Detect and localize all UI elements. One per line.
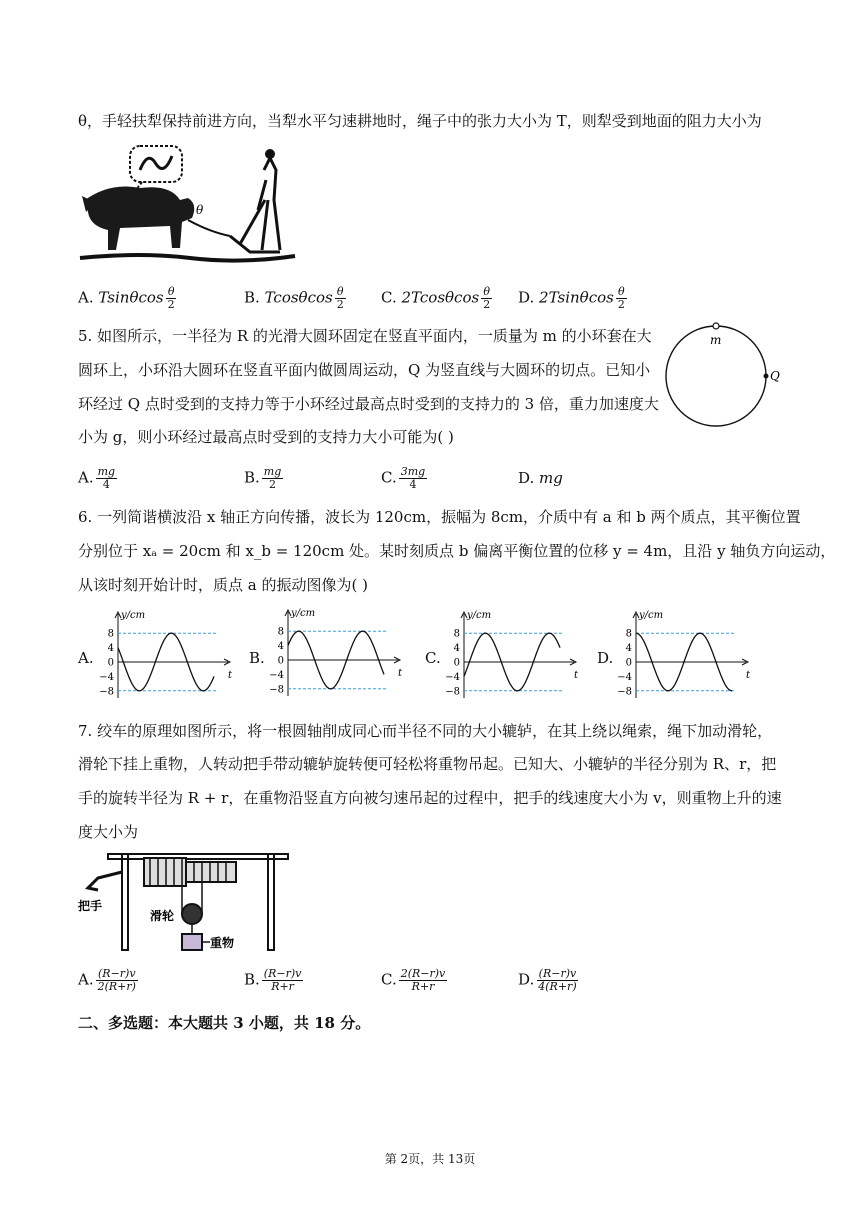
point-q xyxy=(764,374,769,379)
ground xyxy=(80,255,295,261)
theta-label: θ xyxy=(196,203,204,217)
y-tick-label: 8 xyxy=(453,628,460,640)
q6-option-d[interactable]: D. xyxy=(597,649,614,667)
y-axis-label: y/cm xyxy=(121,610,146,621)
x-axis-label: t xyxy=(574,670,579,681)
y-tick-label: 4 xyxy=(453,643,460,655)
pulley xyxy=(182,904,202,924)
y-tick-label: −4 xyxy=(617,671,632,683)
q4-option-c[interactable]: C. 2Tcosθcos $\frac{\theta}{2}$ xyxy=(381,285,491,311)
graph-d xyxy=(612,606,751,702)
q4-text-line: θ，手轻扶犁保持前进方向，当犁水平匀速耕地时，绳子中的张力大小为 T，则犁受到地面的阻力大小为 xyxy=(78,112,762,130)
q6-line-3: 从该时刻开始计时，质点 a 的振动图像为( ) xyxy=(78,576,368,594)
graph-b xyxy=(264,604,403,700)
y-axis-label: y/cm xyxy=(639,610,664,621)
q4-option-d[interactable]: D. 2Tsinθcos $\frac{\theta}{2}$ xyxy=(518,285,625,311)
q4-option-b[interactable]: B. Tcosθcos $\frac{\theta}{2}$ xyxy=(244,285,344,311)
y-tick-label: 4 xyxy=(625,643,632,655)
bubble-curve xyxy=(140,156,172,170)
small-ring-m xyxy=(713,323,719,329)
q5-line-2: 圆环上，小环沿大圆环在竖直平面内做圆周运动，Q 为竖直线与大圆环的切点。已知小 xyxy=(78,361,651,379)
page-footer: 第 2页，共 13页 xyxy=(384,1152,476,1166)
q5-option-a[interactable]: A. $\frac{mg}{4}$ xyxy=(78,465,116,491)
y-axis-label: y/cm xyxy=(291,608,316,619)
label-q: Q xyxy=(770,369,780,383)
label-m: m xyxy=(710,333,722,347)
q5-line-3: 环经过 Q 点时受到的支持力等于小环经过最高点时受到的支持力的 3 倍，重力加速度大 xyxy=(78,395,659,413)
q5-line-4: 小为 g，则小环经过最高点时受到的支持力大小可能为( ) xyxy=(78,428,454,446)
plough xyxy=(230,200,280,252)
q7-option-b[interactable]: B. $\frac{(R-r)v}{R+r}$ xyxy=(244,967,302,993)
q5-option-d[interactable]: D. mg xyxy=(518,469,563,487)
y-tick-label: −8 xyxy=(99,686,114,698)
x-axis-label: t xyxy=(228,670,233,681)
y-axis-label: y/cm xyxy=(467,610,492,621)
ring-figure xyxy=(660,320,780,430)
q4-option-a[interactable]: A. Tsinθcos $\frac{\theta}{2}$ xyxy=(78,285,175,311)
y-tick-label: 0 xyxy=(625,657,632,669)
y-tick-label: −4 xyxy=(269,669,284,681)
left-post xyxy=(122,854,128,950)
q7-option-c[interactable]: C. $\frac{2(R-r)v}{R+r}$ xyxy=(381,967,446,993)
label-weight: 重物 xyxy=(210,936,235,950)
q7-line-4: 度大小为 xyxy=(78,823,139,841)
ox-silhouette xyxy=(85,187,194,251)
y-tick-label: −8 xyxy=(445,686,460,698)
y-tick-label: −8 xyxy=(617,686,632,698)
graph-c xyxy=(440,606,579,702)
y-tick-label: 0 xyxy=(277,655,284,667)
weight-box xyxy=(182,934,202,950)
farmer-head xyxy=(265,149,275,159)
q7-line-3: 手的旋转半径为 R + r，在重物沿竖直方向被匀速吊起的过程中，把手的线速度大小为 v，则重物上升的速 xyxy=(78,789,782,807)
y-tick-label: 0 xyxy=(453,657,460,669)
q7-line-1: 7. 绞车的原理如图所示，将一根圆轴削成同心而半径不同的大小辘轳，在其上绕以绳索，绳下加动滑轮， xyxy=(78,722,773,740)
q5-option-b[interactable]: B. $\frac{mg}{2}$ xyxy=(244,465,282,491)
winch-figure xyxy=(78,848,288,958)
q6-option-b[interactable]: B. xyxy=(249,649,265,667)
q5-option-c[interactable]: C. $\frac{3mg}{4}$ xyxy=(381,465,426,491)
rope xyxy=(188,220,230,236)
q6-option-a[interactable]: A. xyxy=(78,649,94,667)
handle-crank xyxy=(88,872,122,890)
y-tick-label: 4 xyxy=(107,643,114,655)
q6-line-2: 分别位于 xₐ = 20cm 和 x_b = 120cm 处。某时刻质点 b 偏离平衡位置的位移 y = 4m，且沿 y 轴负方向运动， xyxy=(78,542,836,560)
top-beam xyxy=(108,854,288,859)
y-tick-label: −8 xyxy=(269,684,284,696)
y-tick-label: −4 xyxy=(445,671,460,683)
y-tick-label: −4 xyxy=(99,671,114,683)
x-axis-label: t xyxy=(398,668,403,679)
label-pulley: 滑轮 xyxy=(150,909,175,923)
graph-a xyxy=(94,606,233,702)
q6-option-c[interactable]: C. xyxy=(425,649,441,667)
section-heading: 二、多选题：本大题共 3 小题，共 18 分。 xyxy=(78,1014,371,1032)
y-tick-label: 0 xyxy=(107,657,114,669)
y-tick-label: 4 xyxy=(277,641,284,653)
y-tick-label: 8 xyxy=(107,628,114,640)
q5-line-1: 5. 如图所示，一半径为 R 的光滑大圆环固定在竖直平面内，一质量为 m 的小环套在大 xyxy=(78,327,652,345)
right-post xyxy=(268,854,274,950)
q7-option-a[interactable]: A. $\frac{(R-r)v}{2(R+r)}$ xyxy=(78,967,136,993)
label-handle: 把手 xyxy=(78,899,103,913)
x-axis-label: t xyxy=(746,670,751,681)
q7-option-d[interactable]: D. $\frac{(R-r)v}{4(R+r)}$ xyxy=(518,967,577,993)
q7-line-2: 滑轮下挂上重物，人转动把手带动辘轳旋转便可轻松将重物吊起。已知大、小辘轳的半径分别为 R、r，把 xyxy=(78,755,777,773)
y-tick-label: 8 xyxy=(277,626,284,638)
q6-line-1: 6. 一列简谐横波沿 x 轴正方向传播，波长为 120cm，振幅为 8cm，介质中有 a 和 b 两个质点，其平衡位置 xyxy=(78,508,801,526)
ox-plough-figure xyxy=(80,140,295,265)
y-tick-label: 8 xyxy=(625,628,632,640)
